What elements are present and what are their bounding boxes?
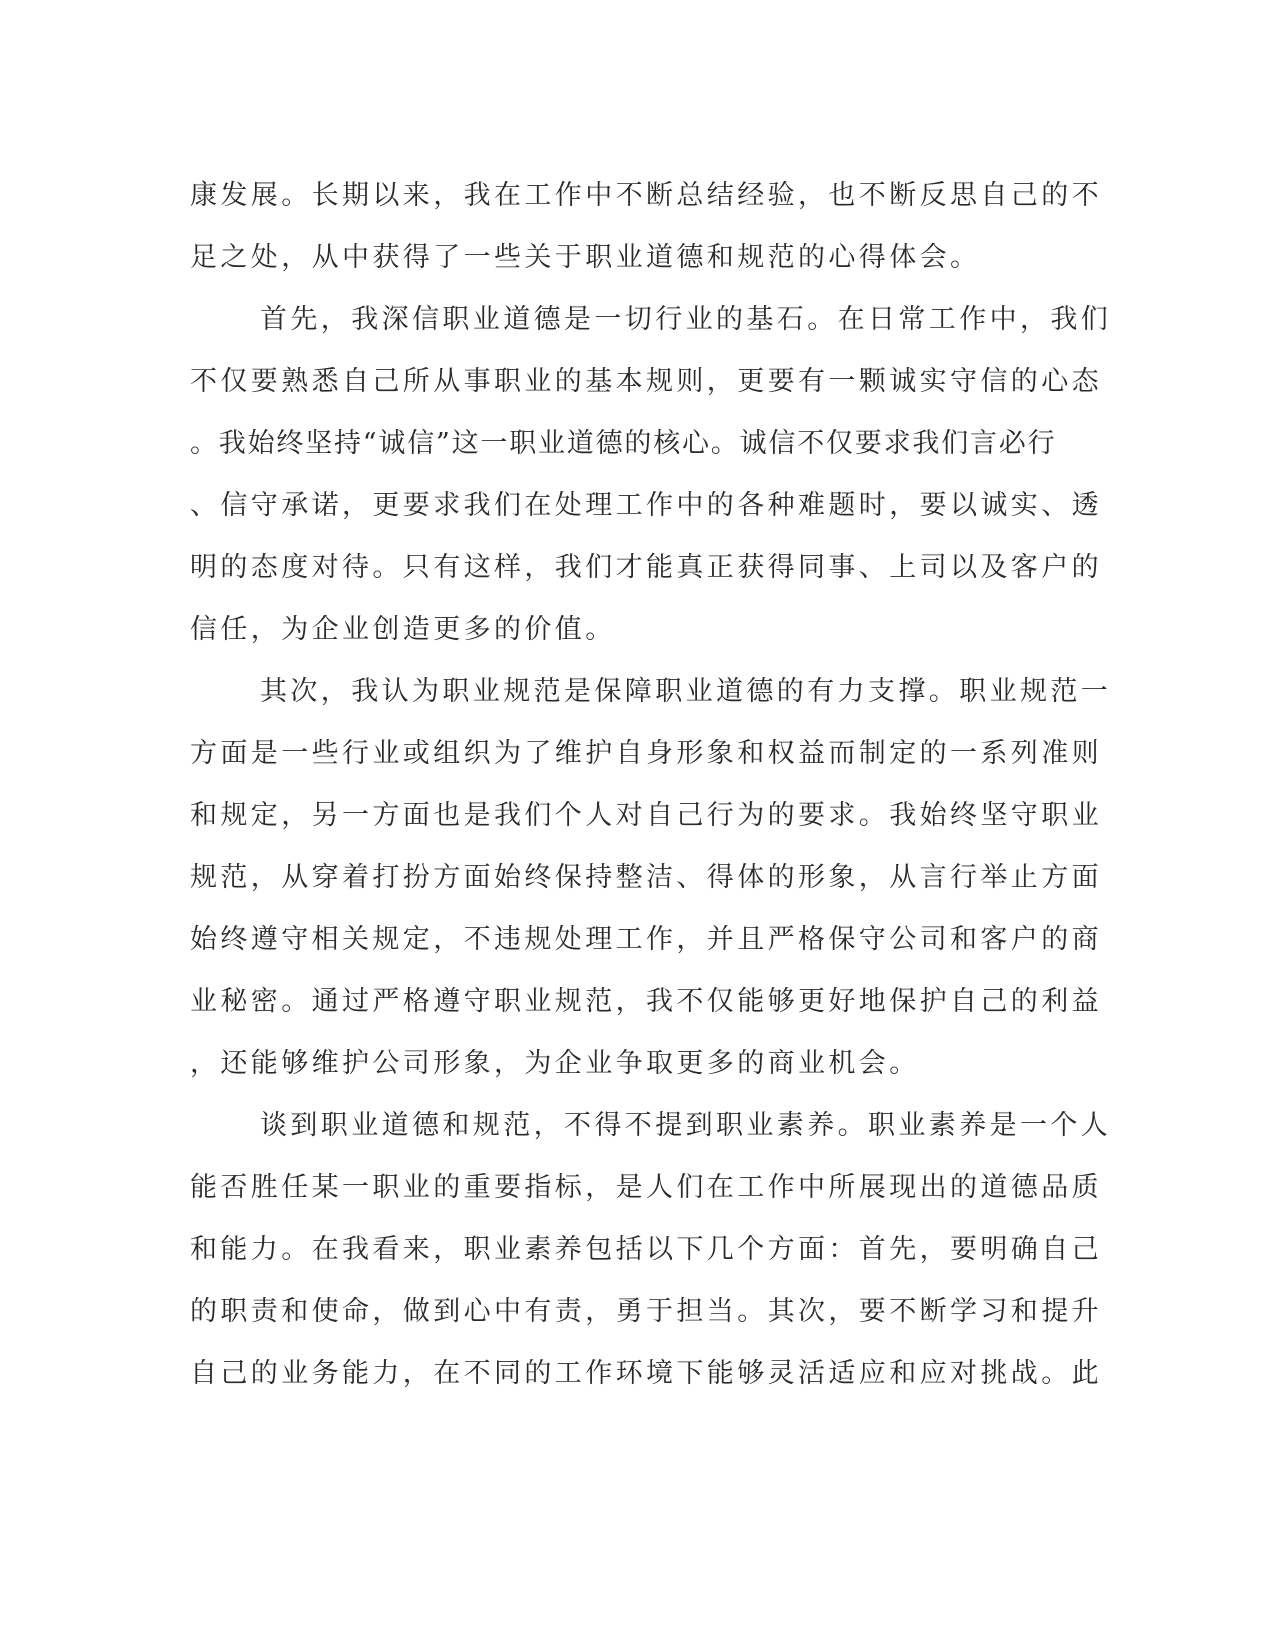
paragraph-first-line: 其次，我认为职业规范是保障职业道德的有力支撑。职业规范一 [260,676,1112,707]
text-line: 和规定，另一方面也是我们个人对自己行为的要求。我始终坚守职业 [190,800,1102,831]
text-line: 康发展。长期以来，我在工作中不断总结经验，也不断反思自己的不 [190,180,1102,211]
paragraph-first-line: 首先，我深信职业道德是一切行业的基石。在日常工作中，我们 [260,304,1112,335]
paragraph-first-line: 谈到职业道德和规范，不得不提到职业素养。职业素养是一个人 [260,1110,1112,1141]
text-line: ，还能够维护公司形象，为企业争取更多的商业机会。 [190,1048,920,1079]
text-line: 自己的业务能力，在不同的工作环境下能够灵活适应和应对挑战。此 [190,1358,1102,1389]
body-text [190,165,1112,1405]
text-line: 能否胜任某一职业的重要指标，是人们在工作中所展现出的道德品质 [190,1172,1102,1203]
text-line: 业秘密。通过严格遵守职业规范，我不仅能够更好地保护自己的利益 [190,986,1102,1017]
text-line: 始终遵守相关规定，不违规处理工作，并且严格保守公司和客户的商 [190,924,1102,955]
text-line: 足之处，从中获得了一些关于职业道德和规范的心得体会。 [190,242,981,273]
text-line: 、信守承诺，更要求我们在处理工作中的各种难题时，要以诚实、透 [190,490,1102,521]
text-line: 方面是一些行业或组织为了维护自身形象和权益而制定的一系列准则 [190,738,1102,769]
text-line: 和能力。在我看来，职业素养包括以下几个方面：首先，要明确自己 [190,1234,1102,1265]
text-line: 明的态度对待。只有这样，我们才能真正获得同事、上司以及客户的 [190,552,1102,583]
text-line: 的职责和使命，做到心中有责，勇于担当。其次，要不断学习和提升 [190,1296,1102,1327]
text-line: 。我始终坚持“诚信”这一职业道德的核心。诚信不仅要求我们言必行 [190,428,1057,459]
text-line: 信任，为企业创造更多的价值。 [190,614,616,645]
text-line: 规范，从穿着打扮方面始终保持整洁、得体的形象，从言行举止方面 [190,862,1102,893]
text-line: 不仅要熟悉自己所从事职业的基本规则，更要有一颗诚实守信的心态 [190,366,1102,397]
